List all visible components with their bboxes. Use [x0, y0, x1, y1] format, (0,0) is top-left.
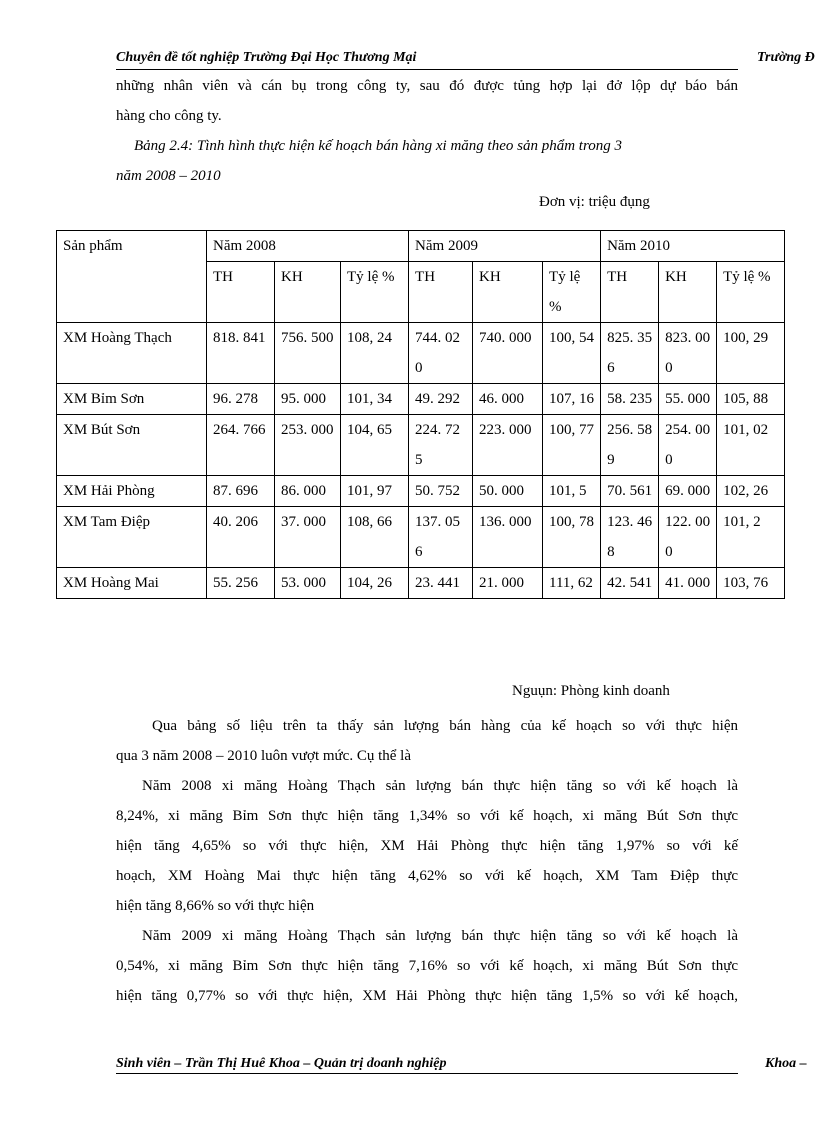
value-cell: 108, 66 [341, 507, 409, 568]
value-cell: 53. 000 [275, 568, 341, 599]
value-cell: 136. 000 [473, 507, 543, 568]
value-cell: 102, 26 [717, 476, 785, 507]
table-caption-line-1: Bảng 2.4: Tình hình thực hiện kế hoạch bán hàng xi măng theo sản phẩm trong 3 [134, 138, 622, 154]
table-caption-line-2: năm 2008 – 2010 [116, 168, 221, 184]
table-header-row [57, 231, 785, 262]
value-cell: 101, 02 [717, 415, 785, 476]
body-p1-line-1: Qua bảng số liệu trên ta thấy sản lượng bán hàng của kế hoạch so với thực hiện [152, 718, 738, 734]
subheader-rate: Tỷ lệ % [543, 262, 601, 323]
value-cell: 253. 000 [275, 415, 341, 476]
body-p3-line-2: 0,54%, xi măng Bỉm Sơn thực hiện tăng 7,16% so với kế hoạch, xi măng Bút Sơn thực [116, 958, 738, 974]
value-cell: 223. 000 [473, 415, 543, 476]
body-p2-line-3: hiện tăng 4,65% so với thực hiện, XM Hải Phòng thực hiện tăng 1,97% so với kế [116, 838, 738, 854]
footer-rule [116, 1073, 738, 1074]
value-cell: 101, 97 [341, 476, 409, 507]
body-p1-line-2: qua 3 năm 2008 – 2010 luôn vượt mức. Cụ thể là [116, 748, 411, 764]
subheader-rate: Tỷ lệ % [717, 262, 785, 323]
year-header: Năm 2009 [409, 231, 601, 262]
table-row [57, 476, 785, 507]
body-p2-line-2: 8,24%, xi măng Bỉm Sơn thực hiện tăng 1,34% so với kế hoạch, xi măng Bút Sơn thực [116, 808, 738, 824]
value-cell: 87. 696 [207, 476, 275, 507]
value-cell: 21. 000 [473, 568, 543, 599]
footer-left: Sinh viên – Trần Thị Huê Khoa – Quản trị doanh nghiệp [116, 1056, 447, 1071]
body-p2-line-4: hoạch, XM Hoàng Mai thực hiện tăng 4,62% so với kế hoạch, XM Tam Điệp thực [116, 868, 738, 884]
footer-right: Khoa – [765, 1056, 807, 1071]
value-cell: 101, 34 [341, 384, 409, 415]
value-cell: 95. 000 [275, 384, 341, 415]
product-cell: XM Bỉm Sơn [57, 384, 207, 415]
subheader-kh: KH [659, 262, 717, 323]
value-cell: 58. 235 [601, 384, 659, 415]
value-cell: 55. 256 [207, 568, 275, 599]
header-right: Trường Đ [757, 50, 815, 65]
value-cell: 105, 88 [717, 384, 785, 415]
value-cell: 42. 541 [601, 568, 659, 599]
value-cell: 101, 2 [717, 507, 785, 568]
value-cell: 137. 056 [409, 507, 473, 568]
sales-table [56, 230, 785, 599]
value-cell: 37. 000 [275, 507, 341, 568]
product-cell: XM Tam Điệp [57, 507, 207, 568]
table-row [57, 415, 785, 476]
value-cell: 740. 000 [473, 323, 543, 384]
value-cell: 96. 278 [207, 384, 275, 415]
value-cell: 86. 000 [275, 476, 341, 507]
value-cell: 70. 561 [601, 476, 659, 507]
value-cell: 256. 589 [601, 415, 659, 476]
value-cell: 103, 76 [717, 568, 785, 599]
unit-label: Đơn vị: triệu đụng [539, 194, 650, 210]
table-row [57, 568, 785, 599]
value-cell: 254. 000 [659, 415, 717, 476]
intro-line-2: hàng cho công ty. [116, 108, 222, 124]
value-cell: 104, 65 [341, 415, 409, 476]
value-cell: 46. 000 [473, 384, 543, 415]
table-row [57, 323, 785, 384]
value-cell: 100, 54 [543, 323, 601, 384]
value-cell: 224. 725 [409, 415, 473, 476]
value-cell: 41. 000 [659, 568, 717, 599]
value-cell: 104, 26 [341, 568, 409, 599]
subheader-kh: KH [275, 262, 341, 323]
value-cell: 69. 000 [659, 476, 717, 507]
body-p3-line-1: Năm 2009 xi măng Hoàng Thạch sản lượng bán thực hiện tăng so với kế hoạch là [142, 928, 738, 944]
subheader-kh: KH [473, 262, 543, 323]
value-cell: 100, 29 [717, 323, 785, 384]
value-cell: 50. 000 [473, 476, 543, 507]
value-cell: 264. 766 [207, 415, 275, 476]
intro-line-1: những nhân viên và cán bụ trong công ty, sau đó được tủng hợp lại đở lộp dự báo bán [116, 78, 738, 94]
body-p3-line-3: hiện tăng 0,77% so với thực hiện, XM Hải Phòng thực hiện tăng 1,5% so với kế hoạch, [116, 988, 738, 1004]
product-cell: XM Hoàng Mai [57, 568, 207, 599]
page-header [116, 48, 816, 70]
header-left: Chuyên đề tốt nghiệp Trường Đại Học Thương Mại [116, 50, 417, 65]
body-p2-line-5: hiện tăng 8,66% so với thực hiện [116, 898, 315, 914]
value-cell: 55. 000 [659, 384, 717, 415]
value-cell: 40. 206 [207, 507, 275, 568]
table-body [57, 231, 785, 599]
value-cell: 108, 24 [341, 323, 409, 384]
subheader-th: TH [207, 262, 275, 323]
value-cell: 100, 77 [543, 415, 601, 476]
product-cell: XM Hoàng Thạch [57, 323, 207, 384]
subheader-rate: Tỷ lệ % [341, 262, 409, 323]
subheader-th: TH [409, 262, 473, 323]
table-row [57, 507, 785, 568]
value-cell: 23. 441 [409, 568, 473, 599]
value-cell: 49. 292 [409, 384, 473, 415]
value-cell: 744. 020 [409, 323, 473, 384]
value-cell: 107, 16 [543, 384, 601, 415]
header-rule [116, 69, 738, 70]
value-cell: 123. 468 [601, 507, 659, 568]
value-cell: 101, 5 [543, 476, 601, 507]
source-note: Nguụn: Phòng kinh doanh [512, 683, 670, 699]
value-cell: 50. 752 [409, 476, 473, 507]
subheader-th: TH [601, 262, 659, 323]
value-cell: 111, 62 [543, 568, 601, 599]
value-cell: 756. 500 [275, 323, 341, 384]
body-p2-line-1: Năm 2008 xi măng Hoàng Thạch sản lượng bán thực hiện tăng so với kế hoạch là [142, 778, 738, 794]
value-cell: 100, 78 [543, 507, 601, 568]
value-cell: 823. 000 [659, 323, 717, 384]
product-cell: XM Bút Sơn [57, 415, 207, 476]
year-header: Năm 2008 [207, 231, 409, 262]
value-cell: 818. 841 [207, 323, 275, 384]
value-cell: 825. 356 [601, 323, 659, 384]
product-header: Sản phẩm [57, 231, 207, 323]
product-cell: XM Hải Phòng [57, 476, 207, 507]
year-header: Năm 2010 [601, 231, 785, 262]
value-cell: 122. 000 [659, 507, 717, 568]
table-row [57, 384, 785, 415]
